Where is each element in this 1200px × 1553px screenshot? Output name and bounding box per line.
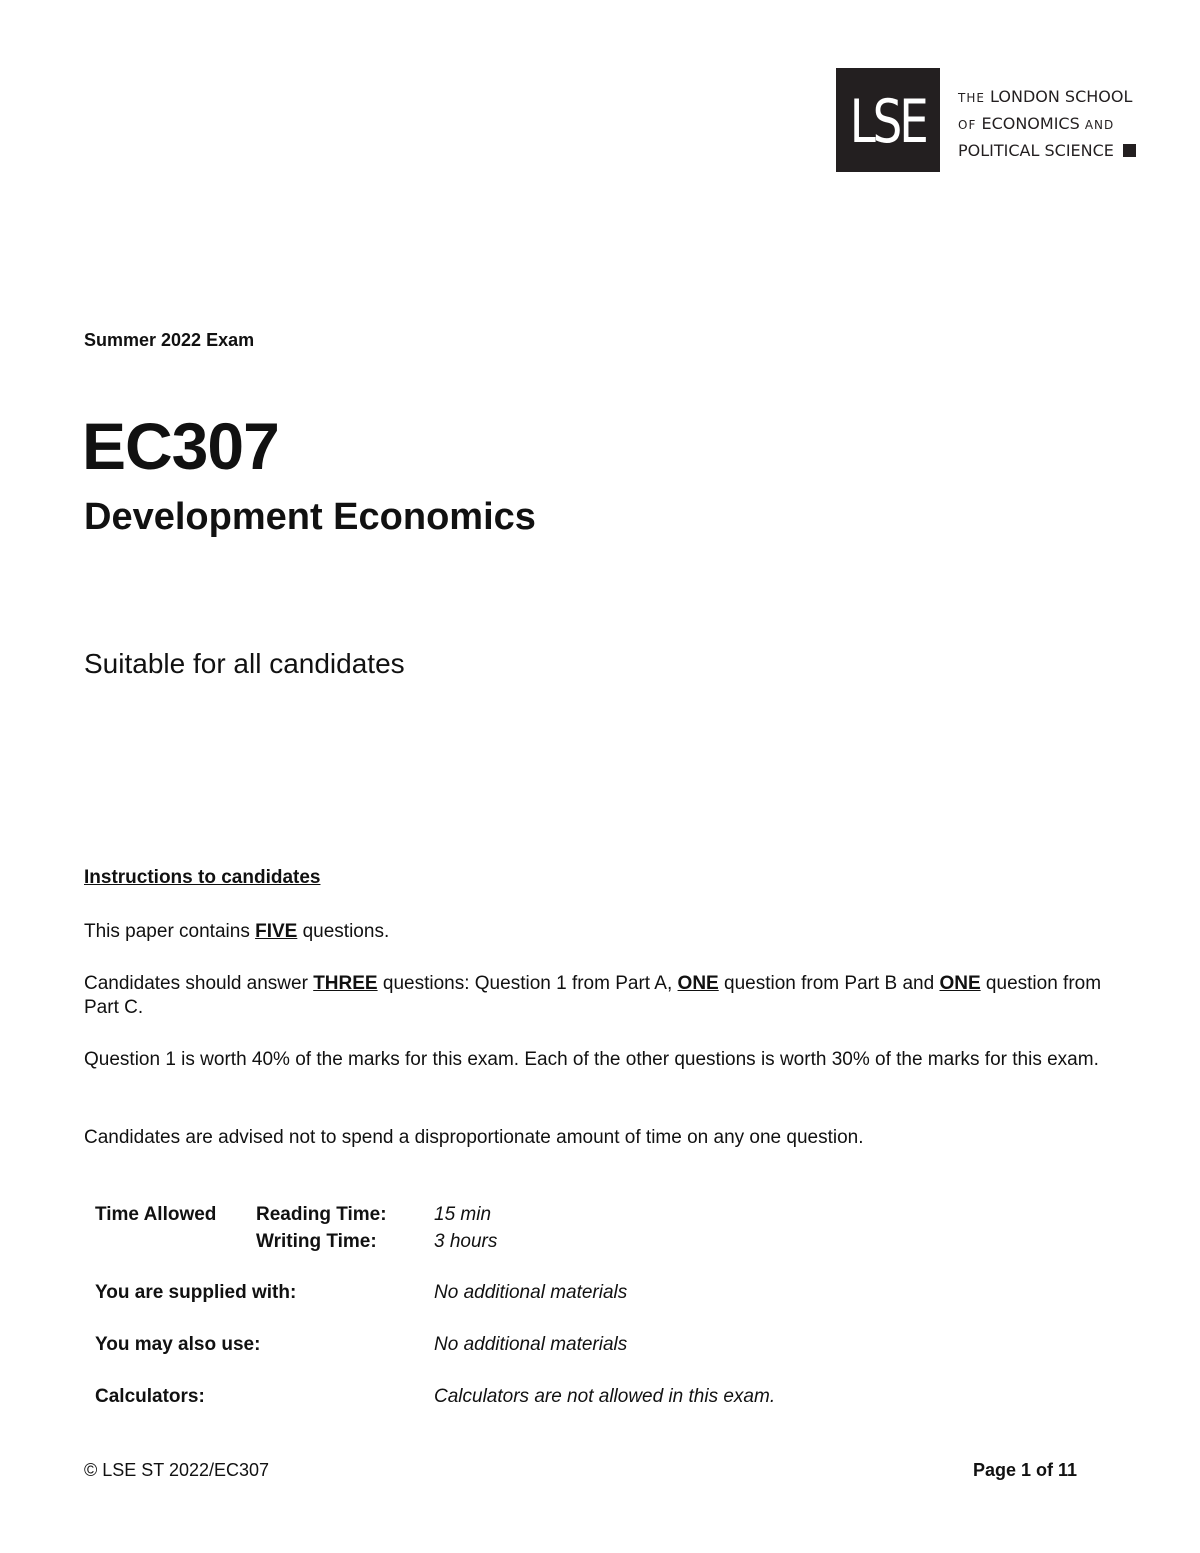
logo-line-2-prefix: OF: [958, 118, 977, 132]
p1-text-a: This paper contains: [84, 921, 256, 942]
p2-text-g: question from Part C.: [84, 973, 1102, 1018]
course-code: EC307: [82, 409, 279, 483]
suitability-note: Suitable for all candidates: [84, 648, 405, 679]
footer-page-number: Page 1 of 11: [973, 1460, 1078, 1480]
writing-time-value: 3 hours: [434, 1231, 498, 1252]
reading-time-label: Reading Time:: [256, 1204, 387, 1225]
time-allowed-label: Time Allowed: [95, 1204, 217, 1225]
writing-time-label: Writing Time:: [256, 1231, 377, 1252]
footer-copyright: © LSE ST 2022/EC307: [84, 1460, 270, 1480]
p1-text-c: questions.: [297, 921, 390, 942]
instruction-answer-requirement: [84, 972, 1114, 1020]
exam-session: Summer 2022 Exam: [84, 330, 255, 350]
instruction-question-count: [84, 920, 1114, 944]
calculators-value: Calculators are not allowed in this exam.: [434, 1386, 776, 1407]
logo-line-2: [958, 111, 1158, 138]
instruction-marks-weighting: Question 1 is worth 40% of the marks for this exam. Each of the other questions is worth 30% of the marks for this exam.: [84, 1049, 1099, 1070]
logo-line-2-main: ECONOMICS: [981, 114, 1080, 133]
instruction-time-advice: Candidates are advised not to spend a disproportionate amount of time on any one question.: [84, 1127, 864, 1148]
p2-text-e: question from Part B and: [718, 973, 940, 994]
calculators-label: Calculators:: [95, 1386, 205, 1407]
p2-emphasis-one-b: ONE: [677, 973, 719, 994]
reading-time-value: 15 min: [434, 1204, 492, 1225]
logo-letters: LSE: [849, 87, 927, 157]
logo-line-1-prefix: THE: [958, 91, 985, 105]
supplied-value: No additional materials: [434, 1282, 628, 1303]
logo-line-3-text: POLITICAL SCIENCE: [958, 141, 1114, 160]
p1-emphasis: FIVE: [255, 921, 298, 942]
logo-line-1-main: LONDON SCHOOL: [990, 87, 1133, 106]
logo-line-3: [958, 138, 1158, 164]
p2-emphasis-one-c: ONE: [939, 973, 981, 994]
instructions-heading: Instructions to candidates: [84, 867, 321, 888]
course-title: Development Economics: [84, 496, 536, 538]
p2-text-a: Candidates should answer: [84, 973, 314, 994]
lse-logo-mark: [836, 68, 940, 172]
logo-wordmark: [958, 84, 1158, 164]
logo-square-icon: [1123, 144, 1136, 157]
may-use-value: No additional materials: [434, 1334, 628, 1355]
p2-emphasis-three: THREE: [313, 973, 378, 994]
p2-text-c: questions: Question 1 from Part A,: [377, 973, 678, 994]
logo-line-2-suffix: AND: [1084, 118, 1115, 132]
logo-line-1: [958, 84, 1158, 111]
supplied-label: You are supplied with:: [95, 1282, 297, 1303]
may-use-label: You may also use:: [95, 1334, 261, 1355]
